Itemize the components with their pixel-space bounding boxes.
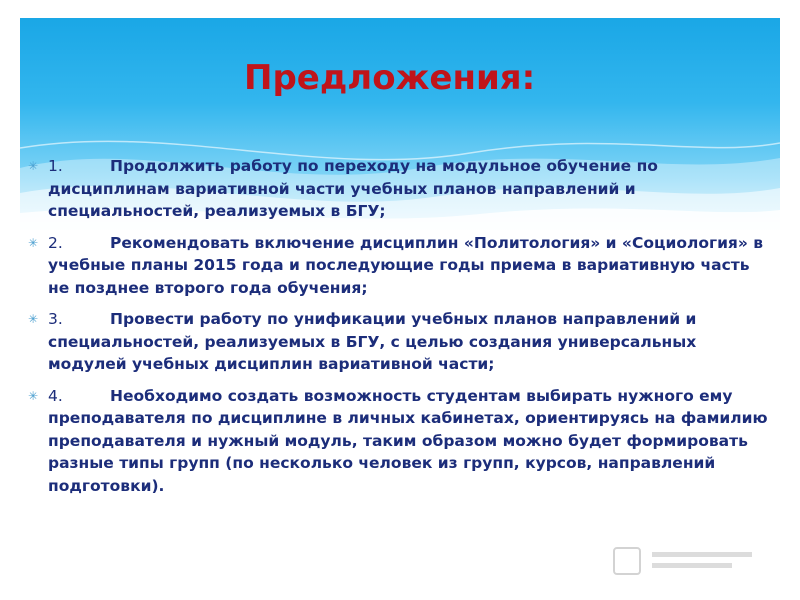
item-text: Продолжить работу по переходу на модульное обучение по дисциплинам вариативной части учебных планов направлений и специальностей, реализуемых в БГУ; <box>48 157 658 220</box>
item-number: 3. <box>48 310 63 328</box>
item-text: Рекомендовать включение дисциплин «Политология» и «Социология» в учебные планы 2015 года и последующие годы приема в вариативную часть не позднее второго года обучения; <box>48 233 764 297</box>
list-item <box>22 155 774 223</box>
asterisk-bullet-icon: ✳ <box>28 235 39 250</box>
slide-title: Предложения: <box>244 58 536 98</box>
item-number: 2. <box>48 233 63 252</box>
list-item <box>22 385 774 498</box>
proposal-list <box>22 155 774 506</box>
asterisk-bullet-icon: ✳ <box>28 388 39 403</box>
watermark-logo-icon <box>612 544 762 578</box>
item-number: 1. <box>48 157 63 175</box>
list-item <box>22 308 774 376</box>
asterisk-bullet-icon: ✳ <box>28 312 39 326</box>
list-item <box>22 232 774 300</box>
item-text: Провести работу по унификации учебных планов направлений и специальностей, реализуемых в БГУ, с целью создания универсальных модулей учебных дисциплин вариативной части; <box>48 310 697 373</box>
item-number: 4. <box>48 386 63 405</box>
asterisk-bullet-icon: ✳ <box>28 159 39 173</box>
item-text: Необходимо создать возможность студентам выбирать нужного ему преподавателя по дисциплине в личных кабинетах, ориентируясь на фамилию преподавателя и нужный модуль, таким образом можно будет формировать разные типы групп (по несколько человек из групп, курсов, направлений подготовки). <box>48 386 768 495</box>
